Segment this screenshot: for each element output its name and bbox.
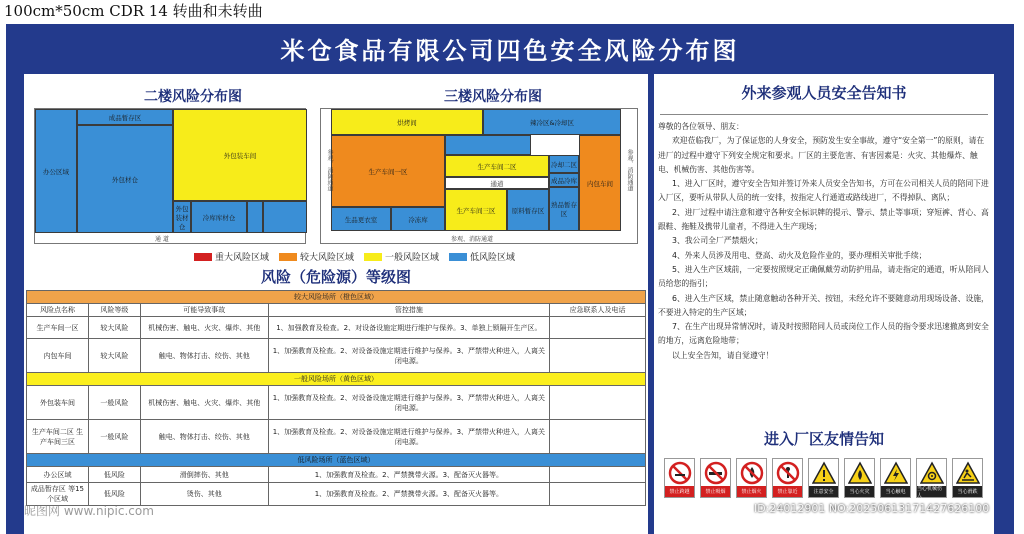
risk-map-panel: [24, 74, 648, 534]
cell: 成品暂存区 等15个区域: [27, 483, 89, 506]
cell: [550, 339, 646, 373]
safety-board: [6, 24, 1014, 534]
sign-label: 当心机械伤人: [917, 486, 946, 497]
legend-swatch-blue: [449, 253, 467, 261]
zone-small-2: [247, 201, 263, 233]
band-label: 一般风险场所（黄色区域）: [27, 373, 646, 386]
board-title-bar: [6, 24, 1014, 72]
cell: 低风险: [88, 467, 140, 483]
friendly-title: 进入厂区友情告知: [763, 430, 884, 448]
cell: 生产车间二区 生产车间三区: [27, 420, 89, 454]
band-yellow: [27, 373, 646, 386]
zone-inner-packing: 内包车间: [579, 135, 621, 231]
zone-cooling-2: 冷却二区: [549, 155, 579, 173]
zone-aisle: 通道: [445, 177, 549, 189]
zone-cooked-storage: 熟品暂存区: [549, 187, 579, 231]
cell: 烫伤、其他: [140, 483, 268, 506]
floor3-title: 三楼风险分布图: [444, 89, 542, 105]
notice-paragraph: 6、进入生产区域，禁止随意触动各种开关、按钮，未经允许不要随意动用现场设备、设施，不要进入特定的生产区域；: [658, 293, 989, 317]
band-blue: [27, 454, 646, 467]
header-cell: 风险等级: [88, 304, 140, 317]
floor2-title: 二楼风险分布图: [144, 89, 242, 105]
risk-legend: [194, 250, 515, 263]
no-crossing-icon: [665, 459, 694, 486]
zone-raw-storage: 原料暂存区: [507, 189, 549, 231]
no-smoking-icon: [701, 459, 730, 486]
notice-paragraph: 5、进入生产区域前，一定要按照规定正确佩戴劳动防护用品，请走指定的通道，听从陪同人员给您的指引；: [658, 264, 989, 289]
band-label: 较大风险场所（橙色区域）: [27, 291, 646, 304]
cell: 1、加强教育及检查。2、严禁携带火源。3、配备灭火器等。: [268, 483, 550, 506]
sign-label: 当心滑跌: [953, 486, 982, 497]
visitor-notice-panel: [654, 74, 994, 436]
sign-no-fire: [736, 458, 767, 498]
cell: 触电、物体打击、绞伤、其他: [140, 339, 268, 373]
notice-salutation: 尊敬的各位领导、朋友：: [658, 122, 744, 131]
cell: 较大风险: [88, 339, 140, 373]
zone-production-1: 生产车间一区: [331, 135, 445, 207]
header-cell: 管控措施: [268, 304, 550, 317]
sign-machinery-warning: [916, 458, 947, 498]
cell: [550, 386, 646, 420]
floor3-map: [320, 108, 638, 244]
notice-paragraph: 4、外来人员涉及用电、登高、动火及危险作业的，要办理相关审批手续；: [672, 250, 927, 260]
fire-warning-icon: [845, 459, 874, 486]
cell: 1、加强教育及检查。2、严禁携带火源。3、配备灭火器等。: [268, 467, 550, 483]
cell: 外包装车间: [27, 386, 89, 420]
sign-slip-warning: [952, 458, 983, 498]
band-label: 低风险场所（蓝色区域）: [27, 454, 646, 467]
cell: 滑倒摔伤、其他: [140, 467, 268, 483]
sign-electric-warning: [880, 458, 911, 498]
cell: 一般风险: [88, 420, 140, 454]
table-row: [27, 317, 646, 339]
cell: [550, 467, 646, 483]
legend-label: 低风险区域: [470, 253, 516, 263]
floor3-side-left: 参观、消防通道: [326, 149, 333, 191]
cell: [550, 317, 646, 339]
board-title: 米仓食品有限公司四色安全风险分布图: [280, 36, 740, 65]
electric-warning-icon: [881, 459, 910, 486]
notice-paragraph: 2、进厂过程中请注意和遵守各种安全标识牌的提示、警示、禁止等事项；穿短裤、背心、高跟鞋、拖鞋及携带儿童者，不得进入生产现场；: [658, 207, 989, 232]
legend-swatch-yellow: [364, 253, 382, 261]
notice-paragraph: 3、我公司全厂严禁烟火；: [672, 236, 763, 246]
table-row: [27, 339, 646, 373]
floor2-road: 通 道: [155, 236, 169, 243]
floor3-side-right: 参观、消防通道: [626, 149, 633, 191]
legend-label: 一般风险区域: [385, 253, 440, 263]
legend-label: 较大风险区域: [300, 253, 355, 263]
table-header: [27, 304, 646, 317]
cell: 较大风险: [88, 317, 140, 339]
legend-major: [194, 250, 269, 263]
notice-title: 外来参观人员安全告知书: [741, 84, 907, 102]
cell: 1、加强教育及检查。2、对设备设施定期进行维护与保养。3、严禁带火种进入，人离关闭电源。: [268, 420, 550, 454]
cell: 一般风险: [88, 386, 140, 420]
zone-production-2: 生产车间二区: [445, 155, 549, 177]
legend-large: [279, 250, 354, 263]
legend-label: 重大风险区域: [215, 253, 270, 263]
sign-no-smoking: [700, 458, 731, 498]
no-fire-icon: [737, 459, 766, 486]
table-row: [27, 386, 646, 420]
header-cell: 风险点名称: [27, 304, 89, 317]
legend-swatch-orange: [279, 253, 297, 261]
floor3-road: 参观、消防通道: [451, 236, 494, 243]
zone-small-3: [263, 201, 307, 233]
notice-divider: [660, 114, 988, 115]
cell: 1、加强教育及检查。2、对设备设施定期进行维护与保养。3、单独上锁隔开生产区。: [268, 317, 550, 339]
file-caption: 100cm*50cm CDR 14 转曲和未转曲: [4, 2, 263, 20]
cell: [550, 483, 646, 506]
caution-icon: [809, 459, 838, 486]
sign-label: 禁止烟火: [737, 486, 766, 497]
friendly-notice-panel: [654, 420, 994, 534]
watermark-left: 昵图网 www.nipic.com: [24, 504, 154, 518]
floor2-map: [34, 108, 306, 244]
watermark-right: ID:24012901 NO:20250613171427626100: [754, 502, 990, 515]
cell: 机械伤害、触电、火灾、爆炸、其他: [140, 386, 268, 420]
notice-paragraph: 1、进入厂区时，遵守安全告知并签订外来人员安全告知书，方可在公司相关人员的陪同下进入厂区，要听从带队人员的统一安排，按指定人行通道或路线进厂，不得掉队、离队；: [658, 179, 989, 203]
sign-label: 禁止靠近: [773, 486, 802, 497]
table-row: [27, 467, 646, 483]
risk-table-title: 风险（危险源）等级图: [260, 268, 411, 286]
sign-no-approach: [772, 458, 803, 498]
sign-fire-warning: [844, 458, 875, 498]
sign-label: 禁止跨越: [665, 486, 694, 497]
zone-changing-room: 生品更衣室: [331, 207, 391, 231]
zone-cold-storage: 冷库库材仓: [191, 201, 247, 233]
zone-finished-storage: 成品暂存区: [77, 109, 173, 125]
legend-swatch-red: [194, 253, 212, 261]
zone-small-a: [445, 135, 531, 155]
sign-label: 当心触电: [881, 486, 910, 497]
sign-label: 注意安全: [809, 486, 838, 497]
cell: 生产车间一区: [27, 317, 89, 339]
machinery-warning-icon: [917, 459, 946, 486]
header-cell: 可能导致事故: [140, 304, 268, 317]
slip-warning-icon: [953, 459, 982, 486]
zone-cooling: 辣冷区&冷却区: [483, 109, 621, 135]
cell: [550, 420, 646, 454]
cell: 1、加强教育及检查。2、对设备设施定期进行维护与保养。3、严禁带火种进入，人离关闭电源。: [268, 386, 550, 420]
cell: 办公区域: [27, 467, 89, 483]
sign-row: [664, 458, 983, 498]
zone-baking: 烘烤间: [331, 109, 483, 135]
cell: 机械伤害、触电、火灾、爆炸、其他: [140, 317, 268, 339]
no-approach-icon: [773, 459, 802, 486]
header-cell: 应急联系人及电话: [550, 304, 646, 317]
table-row: [27, 420, 646, 454]
notice-paragraph: 7、在生产出现异常情况时，请及时按照陪同人员或岗位工作人员的指令要求迅速撤离到安全的地方，远离危险地带；: [658, 322, 989, 346]
zone-outer-packing: 外包装车间: [173, 109, 307, 201]
sign-caution: [808, 458, 839, 498]
band-orange: [27, 291, 646, 304]
sign-label: 禁止吸烟: [701, 486, 730, 497]
cell: 触电、物体打击、绞伤、其他: [140, 420, 268, 454]
notice-paragraph: 以上安全告知，请自觉遵守！: [672, 350, 774, 360]
risk-table: [26, 290, 646, 506]
zone-freezer: 冷冻库: [391, 207, 445, 231]
zone-production-3: 生产车间三区: [445, 189, 507, 231]
zone-finished-cold: 成品冷库: [549, 173, 579, 187]
notice-body: [658, 120, 990, 363]
cell: 低风险: [88, 483, 140, 506]
zone-small-1: 外包装材仓: [173, 201, 191, 233]
cell: 1、加强教育及检查。2、对设备设施定期进行维护与保养。3、严禁带火种进入，人离关闭电源。: [268, 339, 550, 373]
sign-label: 当心火灾: [845, 486, 874, 497]
notice-paragraph: 欢迎莅临我厂，为了保证您的人身安全，预防发生安全事故，遵守“安全第一”的原则，请在进厂的过程中遵守下列安全规定和要求。厂区的主要危害、有害因素是：火灾、其他爆炸、触电、机械伤害、其他伤害等。: [658, 136, 985, 174]
legend-low: [449, 250, 515, 263]
sign-no-crossing: [664, 458, 695, 498]
cell: 内包车间: [27, 339, 89, 373]
zone-office: 办公区域: [35, 109, 77, 233]
legend-general: [364, 250, 439, 263]
zone-packing-material: 外包材仓: [77, 125, 173, 233]
